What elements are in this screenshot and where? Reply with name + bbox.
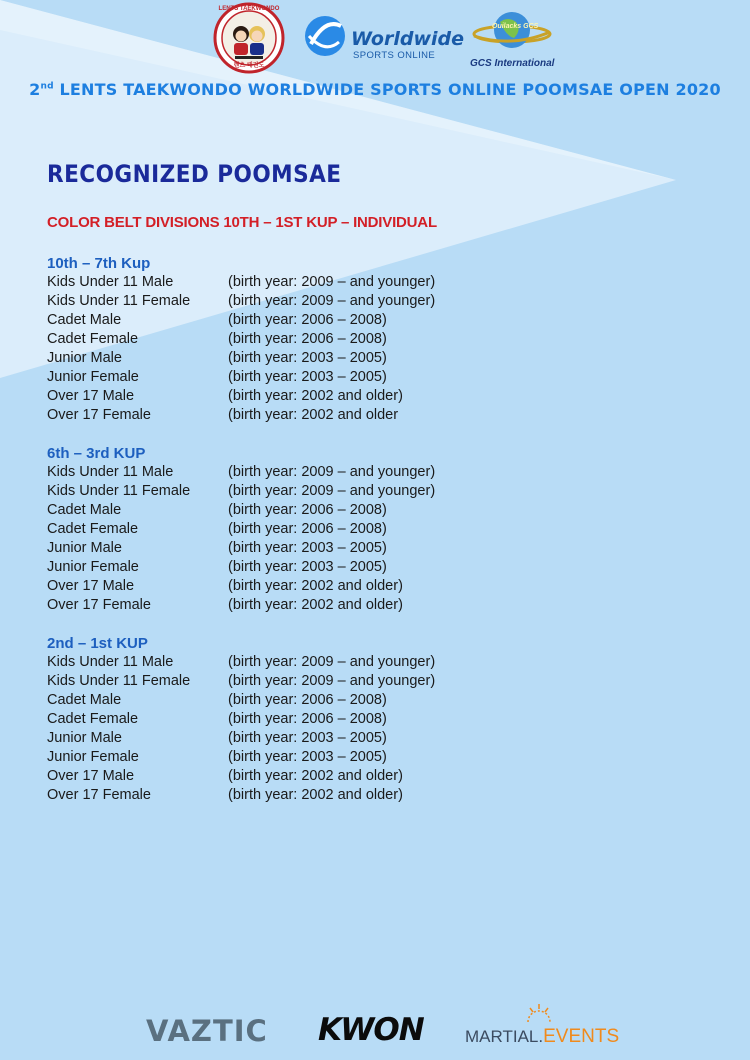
gcs-globe-text: Ouilacks GCS [492,23,539,30]
division-category: Cadet Male [47,502,122,518]
division-row [47,406,467,425]
division-row [47,672,467,691]
lents-taekwondo-logo [213,2,285,74]
division-row [47,767,467,786]
division-birth-year: (birth year: 2003 – 2005) [228,369,387,385]
kwon-logo: KWON [318,1012,424,1048]
division-row [47,786,467,805]
division-row [47,748,467,767]
division-category: Over 17 Male [47,388,135,404]
division-category: Junior Female [47,559,139,575]
event-ordinal-suffix: nd [40,81,54,92]
division-birth-year: (birth year: 2006 – 2008) [228,692,387,708]
gcs-name: GCS International [470,58,555,69]
division-category: Over 17 Male [47,768,135,784]
events-text: EVENTS [543,1026,620,1047]
division-category: Junior Male [47,730,122,746]
division-birth-year: (birth year: 2003 – 2005) [228,540,387,556]
division-category: Over 17 Male [47,578,135,594]
divisions-subheading: COLOR BELT DIVISIONS 10TH – 1ST KUP – INDIVIDUAL [47,214,437,231]
division-row [47,311,467,330]
division-row [47,729,467,748]
worldwide-sports-online-logo [303,14,463,62]
sun-rays-icon [524,1003,554,1023]
event-title [0,80,750,99]
lents-top-text: LENTS TAEKWONDO [218,6,280,12]
division-category: Cadet Female [47,521,139,537]
division-category: Cadet Female [47,331,139,347]
section-10th-7th-kup [47,254,467,425]
division-row [47,558,467,577]
division-category: Cadet Male [47,692,122,708]
division-category: Cadet Male [47,312,122,328]
section-6th-3rd-kup [47,444,467,615]
division-birth-year: (birth year: 2006 – 2008) [228,502,387,518]
division-birth-year: (birth year: 2003 – 2005) [228,559,387,575]
division-category: Kids Under 11 Female [47,673,191,689]
division-row [47,482,467,501]
division-birth-year: (birth year: 2006 – 2008) [228,331,387,347]
gcs-international-logo [470,8,554,72]
division-category: Junior Male [47,350,122,366]
division-birth-year: (birth year: 2002 and older) [228,578,403,594]
worldwide-subtitle: SPORTS ONLINE [353,50,436,61]
division-row [47,349,467,368]
division-birth-year: (birth year: 2002 and older) [228,787,403,803]
division-birth-year: (birth year: 2003 – 2005) [228,749,387,765]
division-birth-year: (birth year: 2003 – 2005) [228,730,387,746]
division-category: Cadet Female [47,711,139,727]
division-row [47,653,467,672]
division-category: Over 17 Female [47,787,151,803]
gcs-globe-icon [470,8,554,58]
division-category: Junior Female [47,369,139,385]
division-birth-year: (birth year: 2009 – and younger) [228,654,436,670]
division-birth-year: (birth year: 2006 – 2008) [228,711,387,727]
division-category: Kids Under 11 Female [47,483,191,499]
division-birth-year: (birth year: 2006 – 2008) [228,312,387,328]
division-row [47,330,467,349]
event-title-text: LENTS TAEKWONDO WORLDWIDE SPORTS ONLINE POOMSAE OPEN 2020 [53,80,721,99]
division-row [47,691,467,710]
worldwide-title: Worldwide [351,28,465,50]
section-title: 2nd – 1st KUP [47,635,148,652]
division-category: Over 17 Female [47,597,151,613]
division-category: Over 17 Female [47,407,151,423]
division-birth-year: (birth year: 2003 – 2005) [228,350,387,366]
division-category: Junior Male [47,540,122,556]
division-row [47,387,467,406]
division-birth-year: (birth year: 2006 – 2008) [228,521,387,537]
division-birth-year: (birth year: 2002 and older) [228,388,403,404]
division-category: Kids Under 11 Male [47,654,174,670]
division-category: Kids Under 11 Male [47,274,174,290]
division-row [47,539,467,558]
division-category: Kids Under 11 Female [47,293,191,309]
division-birth-year: (birth year: 2009 – and younger) [228,274,436,290]
division-birth-year: (birth year: 2009 – and younger) [228,483,436,499]
division-category: Junior Female [47,749,139,765]
division-birth-year: (birth year: 2002 and older [228,407,399,423]
event-ordinal: 2 [29,80,41,99]
section-title: 6th – 3rd KUP [47,445,146,462]
division-birth-year: (birth year: 2009 – and younger) [228,464,436,480]
division-birth-year: (birth year: 2009 – and younger) [228,673,436,689]
division-row [47,501,467,520]
vaztic-logo: VAZTIC [146,1014,268,1048]
lents-bottom-text: 렌츠 태권도 [233,63,265,69]
division-birth-year: (birth year: 2002 and older) [228,597,403,613]
division-row [47,520,467,539]
section-title: 10th – 7th Kup [47,255,151,272]
martial-text: MARTIAL. [465,1027,544,1046]
division-birth-year: (birth year: 2002 and older) [228,768,403,784]
division-category: Kids Under 11 Male [47,464,174,480]
division-row [47,596,467,615]
division-row [47,577,467,596]
division-row [47,273,467,292]
page-heading: RECOGNIZED POOMSAE [47,160,342,188]
martial-events-logo [465,1026,619,1048]
division-row [47,292,467,311]
section-2nd-1st-kup [47,634,467,805]
division-row [47,710,467,729]
division-row [47,368,467,387]
division-birth-year: (birth year: 2009 – and younger) [228,293,436,309]
worldwide-globe-icon [303,14,347,58]
division-row [47,463,467,482]
